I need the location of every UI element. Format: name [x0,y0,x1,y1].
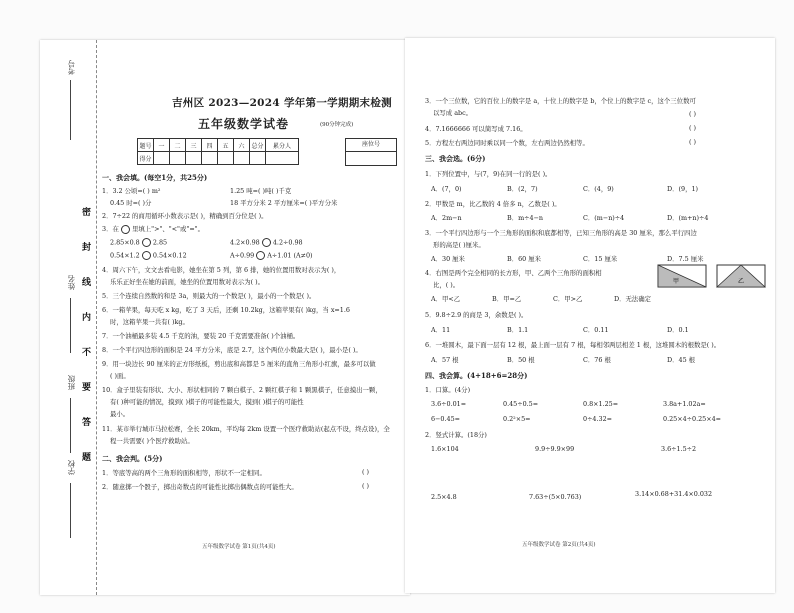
question-6: 6．一箱苹果，每天吃 x kg，吃了 3 天后，还剩 10.2kg，这箱苹果有( )kg，当 x=1.6 [102,306,350,314]
choice-3-option-b[interactable]: B．60 厘米 [507,255,542,263]
choice-2-option-b[interactable]: B．m÷4−n [507,214,544,222]
score-cell[interactable] [234,152,250,165]
compare-right: 2.85 [152,238,168,247]
seal-char-6: 要 [82,383,92,393]
answer-circle-icon [121,225,130,234]
question-8: 8．一个平行四边形的面积是 24 平方分米，底是 2.7，这个两位小数最大是( )，最小是( )。 [102,346,362,354]
choice-4-option-d[interactable]: D．无法确定 [614,295,652,303]
score-header-cell: 六 [234,139,250,152]
choice-5: 5．9.8÷2.9 的商是 3，余数是( )。 [425,311,528,319]
choice-3-option-d[interactable]: D．7.5 厘米 [667,255,704,263]
choice-1: 1．下列位置中，与(7，9)在同一行的是( )。 [425,170,552,178]
question-10-cont: 有( )种可能的情况，摸到( )棋子的可能性最大，摸到( )棋子的可能性 [110,398,304,406]
choice-6-option-b[interactable]: B．50 根 [507,356,535,364]
score-cell[interactable] [250,152,266,165]
compare-row-1 [110,238,167,247]
compare-right: 4.2÷0.98 [272,238,303,247]
compare-row-3 [110,251,187,260]
judge-3-answer[interactable]: ( ) [689,110,697,118]
score-cell[interactable] [170,152,186,165]
class-line [70,398,71,453]
choice-1-option-c[interactable]: C．(4，9) [583,185,614,193]
choice-5-option-a[interactable]: A．11 [431,326,451,334]
choice-1-option-a[interactable]: A．(7，0) [431,185,462,193]
question-2: 2．7÷22 的商用循环小数表示是( )，精确到百分位是( )。 [102,212,268,220]
choice-2-option-a[interactable]: A．2m−n [431,214,462,222]
exam-page-1 [40,40,410,595]
choice-6-option-c[interactable]: C．76 根 [583,356,611,364]
judge-2-answer[interactable]: ( ) [362,482,370,490]
score-cell[interactable] [186,152,202,165]
oral-calc-item[interactable]: 0.45÷0.5= [503,400,539,408]
choice-3: 3．一个平行四边形与一个三角形的面积和底都相等，已知三角形的高是 30 厘米，那么平行四边 [425,229,697,237]
compare-right: A÷1.01 (A≠0) [267,251,313,260]
judge-2: 2．随意掷一个骰子，掷出奇数点的可能性比掷出偶数点的可能性大。 [102,483,298,491]
score-header-cell: 三 [186,139,202,152]
score-header-cell: 累分人 [266,139,299,152]
choice-3-option-a[interactable]: A．30 厘米 [431,255,465,263]
exam-no-line [70,80,71,140]
seal-char-1: 密 [82,208,92,218]
judge-1: 1．等底等高的两个三角形的面积相等，形状不一定相同。 [102,469,266,477]
page-1-content [102,40,404,595]
score-cell[interactable] [154,152,170,165]
seat-number-label: 座位号 [346,139,396,152]
compare-left: 2.85×0.8 [110,238,140,247]
choice-6-option-d[interactable]: D．45 根 [667,356,696,364]
answer-circle-icon[interactable] [262,238,271,247]
seal-char-5: 不 [82,348,92,358]
compare-left: 0.54×1.2 [110,251,140,260]
exam-duration-note: (90分钟完成) [320,122,354,128]
choice-5-option-b[interactable]: B．1.1 [507,326,529,334]
question-4: 4．周六下午，文文去看电影，她坐在第 5 列，第 6 排，她的位置用数对表示为( )， [102,266,341,274]
judge-3-cont: 以写成 abc。 [433,109,473,117]
oral-calc-item[interactable]: 0.25×4÷0.25×4= [663,415,722,423]
question-1d: 18 平方分米 2 平方厘米=( )平方分米 [230,199,338,207]
question-9: 9．用一块边长 90 厘米的正方形纸板，剪出底和高都是 5 厘米的直角三角形小红旗，最多可以做 [102,360,376,368]
exam-no-label: 考号 [67,60,76,75]
seal-char-4: 内 [82,313,92,323]
compare-left: 4.2×0.98 [230,238,260,247]
question-3-prefix: 3．在 [102,225,119,233]
choice-3-cont: 形的高是( )厘米。 [433,241,485,249]
choice-4-option-a[interactable]: A．甲<乙 [431,295,461,303]
school-label: 学校 [67,460,76,475]
judge-5: 5．方程左右两边同时乘以同一个数，左右两边仍然相等。 [425,139,589,147]
question-7: 7．一个油桶最多装 4.5 千克的油，要装 20 千克需要准备( )个油桶。 [102,332,300,340]
school-line [70,483,71,538]
choice-5-option-c[interactable]: C．0.11 [583,326,609,334]
compare-row-4 [230,251,313,260]
exam-page-2 [405,38,775,593]
answer-circle-icon[interactable] [142,251,151,260]
question-1c: 0.45 时=( )分 [110,199,152,207]
written-calc-item[interactable]: 3.14×0.68+31.4×0.032 [635,490,713,498]
seal-char-2: 封 [82,243,92,253]
question-10-end: 最小。 [110,410,130,418]
question-3 [102,224,204,234]
choice-2-option-c[interactable]: C．(m−n)÷4 [583,214,625,222]
seat-number-box[interactable] [345,138,397,166]
choice-5-option-d[interactable]: D．0.1 [667,326,689,334]
section-2-heading: 二、我会判。(5分) [102,454,163,463]
choice-3-option-c[interactable]: C．15 厘米 [583,255,618,263]
question-11-cont: 程一共需要( )个医疗救助站。 [110,437,194,445]
score-header-cell: 一 [154,139,170,152]
choice-6-option-a[interactable]: A．57 根 [431,356,459,364]
question-6-cont: 时，这箱苹果一共有( )kg。 [110,318,189,326]
score-table [137,138,299,165]
judge-4-answer[interactable]: ( ) [689,124,697,132]
oral-calc-item[interactable]: 0.2²×5= [503,415,531,423]
figure-label-yi: 乙 [738,278,745,285]
score-row-label: 得分 [138,152,154,165]
oral-calc-item[interactable]: 3.8a+1.02a= [663,400,706,408]
score-cell[interactable] [266,152,299,165]
score-header-cell: 五 [218,139,234,152]
answer-circle-icon[interactable] [256,251,265,260]
choice-1-option-d[interactable]: D．(9，1) [667,185,699,193]
oral-calc-item[interactable]: 0.8×1.25= [583,400,619,408]
seal-char-8: 题 [82,453,92,463]
question-4-cont: 乐乐正好坐在她的前面，她坐的位置用数对表示为( )。 [110,278,265,286]
question-10: 10．盒子里装有形状、大小、形状相同的 7 颗白棋子、2 颗红棋子和 1 颗黑棋子，任意摸出一颗， [102,386,382,394]
choice-2: 2．甲数是 m，比乙数的 4 倍多 n，乙数是( )。 [425,200,561,208]
compare-left: A÷0.99 [230,251,255,260]
seal-char-3: 线 [82,278,92,288]
answer-circle-icon[interactable] [142,238,151,247]
class-label: 班级 [67,375,76,390]
judge-5-answer[interactable]: ( ) [689,138,697,146]
score-cell[interactable] [202,152,218,165]
choice-1-option-b[interactable]: B．(2，7) [507,185,538,193]
compare-row-2 [230,238,303,247]
rectangles-figure [657,264,767,290]
question-9-cont: ( )面。 [110,372,130,380]
judge-1-answer[interactable]: ( ) [362,468,370,476]
choice-4-option-b[interactable]: B．甲=乙 [492,295,522,303]
page-2-content [417,38,765,593]
oral-calc-item[interactable]: 6−0.45= [431,415,461,423]
name-line [70,298,71,353]
written-calc-item[interactable]: 9.9÷9.9×99 [535,445,575,453]
question-5: 5．三个连续自然数的和是 3a，则最大的一个数是( )，最小的一个数是( )。 [102,292,316,300]
choice-4-cont: 比，( )。 [433,281,460,289]
page-1-footer: 五年级数学试卷 第1页(共4页) [202,544,276,550]
written-calc-item[interactable]: 2.5×4.8 [431,493,457,501]
name-label: 姓名 [67,275,76,290]
section-3-heading: 三、我会选。(6分) [425,154,486,163]
judge-4: 4．7.1666666 可以简写成 7.16。 [425,125,527,133]
seal-char-7: 答 [82,418,92,428]
question-1b: 1.25 吨=( )吨( )千克 [230,187,292,195]
oral-calc-item[interactable]: 3.6÷0.01= [431,400,467,408]
question-3-suffix: 里填上">"、"<"或"="。 [131,225,204,233]
compare-right: 0.54×0.12 [152,251,187,260]
score-cell[interactable] [218,152,234,165]
judge-3: 3．一个三位数，它的百位上的数字是 a，十位上的数字是 b，个位上的数字是 c，这个三位数可 [425,97,696,105]
score-header-cell: 题号 [138,139,154,152]
question-1a: 1．3.2 公顷=( ) m² [102,187,161,195]
exam-subtitle: 五年级数学试卷 [198,117,290,131]
calc-oral-heading: 1．口算。(4分) [425,386,471,394]
choice-2-option-d[interactable]: D．(m+n)÷4 [667,214,709,222]
figure-label-jia: 甲 [673,278,680,285]
exam-title: 吉州区 2023—2024 学年第一学期期末检测 [172,97,392,109]
written-calc-item[interactable]: 1.6×104 [431,445,459,453]
choice-6: 6．一堆圆木，最下面一层有 12 根，最上面一层有 7 根，每相邻两层相差 1 根，这堆圆木的根数是( )。 [425,341,721,349]
choice-4-option-c[interactable]: C．甲>乙 [553,295,583,303]
section-1-heading: 一、我会填。(每空1分，共25分) [102,173,208,182]
written-calc-item[interactable]: 7.63÷(5×0.763) [529,493,582,501]
oral-calc-item[interactable]: 0÷4.32= [583,415,613,423]
score-header-cell: 四 [202,139,218,152]
score-header-cell: 总分 [250,139,266,152]
score-header-cell: 二 [170,139,186,152]
binding-margin [40,40,97,595]
section-4-heading: 四、我会算。(4+18+6=28分) [425,371,528,380]
page-2-footer: 五年级数学试卷 第2页(共4页) [522,542,596,548]
calc-written-heading: 2．竖式计算。(18分) [425,431,487,439]
question-11: 11．某市举行城市马拉松赛，全长 20km，平均每 2km 设置一个医疗救助站(起点不设，终点设)，全 [102,425,390,433]
written-calc-item[interactable]: 3.6÷1.5÷2 [661,445,697,453]
choice-4: 4．右图是两个完全相同的长方形，甲、乙两个三角形的面积相 [425,269,602,277]
